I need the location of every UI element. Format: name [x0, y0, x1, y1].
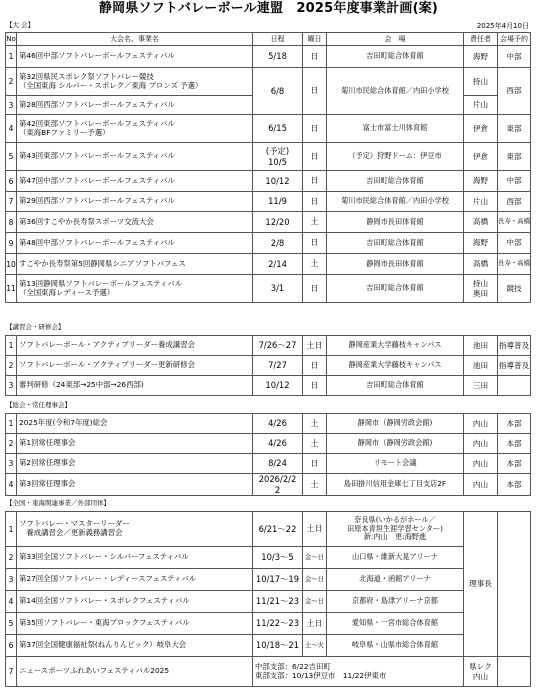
- row-no: 6: [6, 171, 17, 192]
- event-day: 日: [303, 233, 327, 254]
- event-person: 内山: [464, 414, 498, 434]
- event-venue: 静岡市長田体育館: [327, 254, 464, 275]
- event-person: 内山: [464, 454, 498, 474]
- event-venue: 静岡産業大学藤枝キャンパス: [327, 336, 464, 356]
- row-no: 2: [6, 547, 17, 569]
- event-day: 日: [303, 454, 327, 474]
- event-date: [253, 143, 303, 171]
- row-no: 8: [6, 212, 17, 233]
- section-label-taikai: 【大 会】: [6, 21, 35, 29]
- event-name: 第36回すこやか長寿祭スポーツ交流大会: [17, 212, 253, 233]
- event-date: 12/20: [253, 212, 303, 233]
- event-venue: 北海道・函館アリーナ: [327, 569, 464, 591]
- event-name: ニュースポーツふれあいフェスティバル2025: [17, 657, 253, 687]
- table-row: [6, 569, 531, 591]
- event-person: 高橋: [464, 254, 498, 275]
- event-name: [17, 512, 253, 547]
- event-venue: 菊川市民総合体育館／内田小学校: [327, 192, 464, 212]
- row-no: 2: [6, 356, 17, 376]
- event-detail-line: 東部支部：10/13伊豆市 11/22伊東市: [255, 670, 387, 680]
- event-date-line: (予定): [265, 146, 290, 157]
- event-date: 2/14: [253, 254, 303, 275]
- table-row: [6, 254, 531, 275]
- event-date-line: 2026/2/2: [258, 474, 297, 485]
- row-no: 11: [6, 275, 17, 303]
- table-row: [6, 635, 531, 657]
- event-name-line: （全国東海レディース予選）: [19, 287, 115, 297]
- row-no: 5: [6, 143, 17, 171]
- event-reserve: [498, 512, 531, 657]
- event-person-line: 県レク: [469, 662, 492, 672]
- section-label-koshu: 【講習会・研修会】: [6, 323, 65, 331]
- event-venue: [327, 512, 464, 547]
- event-name: 第35回ソフトバレー・東海ブロックフェスティバル: [17, 613, 253, 635]
- event-date: 6/15: [253, 115, 303, 143]
- event-date: 10/18～21: [253, 635, 303, 657]
- table-row: [6, 212, 531, 233]
- table-row: [6, 414, 531, 434]
- event-date: [253, 474, 303, 496]
- event-reserve: 長寿・高橋: [498, 212, 531, 233]
- event-detail-line: 中部支部：6/22吉田町: [255, 661, 331, 671]
- event-date: 8/24: [253, 454, 303, 474]
- table-row: [6, 171, 531, 192]
- event-name: 第43回東部ソフトバレーボールフェスティバル: [17, 143, 253, 171]
- event-name-line: （東海BFファミリー予選）: [19, 127, 110, 137]
- event-name: [17, 275, 253, 303]
- table-row: [6, 434, 531, 454]
- event-reserve: 中部: [498, 233, 531, 254]
- event-date: 3/1: [253, 275, 303, 303]
- header-day: 曜日: [303, 33, 327, 46]
- event-name: 2025年度(令和7年度)総会: [17, 414, 253, 434]
- event-name: 第46回中部ソフトバレーボールフェスティバル: [17, 46, 253, 68]
- event-person: 池田: [464, 336, 498, 356]
- event-venue: 吉田町総合体育館: [327, 376, 464, 396]
- header-name: 大会名、事業名: [17, 33, 253, 46]
- event-venue: 吉田町総合体育館: [327, 46, 464, 68]
- event-name: 第28回西部ソフトバレーボールフェスティバル: [17, 96, 253, 115]
- table-row: [6, 143, 531, 171]
- event-venue: 富士市富士川体育館: [327, 115, 464, 143]
- event-date-line: 10/5: [268, 156, 287, 167]
- table-row: [6, 547, 531, 569]
- event-reserve: 中部: [498, 46, 531, 68]
- row-no: 5: [6, 613, 17, 635]
- row-no: 4: [6, 115, 17, 143]
- event-person: 理事長: [464, 512, 498, 657]
- table-row: [6, 591, 531, 613]
- row-no: 3: [6, 96, 17, 115]
- table-row: [6, 192, 531, 212]
- event-day: 日: [303, 115, 327, 143]
- event-reserve: [498, 657, 531, 687]
- event-date: 7/26～27: [253, 336, 303, 356]
- table-row: [6, 68, 531, 96]
- event-reserve: 西部: [498, 192, 531, 212]
- event-person-line: 奥田: [472, 288, 489, 298]
- event-name: 第29回西部ソフトバレーボールフェスティバル: [17, 192, 253, 212]
- table-row: [6, 474, 531, 496]
- table-row: [6, 233, 531, 254]
- page-title: 静岡県ソフトバレーボール連盟 2025年度事業計画(案): [98, 1, 439, 16]
- document-date: 2025年4月10日: [476, 22, 529, 30]
- section-label-sokai: 【総会・常任理事会】: [6, 401, 71, 409]
- event-name: 第37回全国健康福祉祭(ねんりんピック）岐阜大会: [17, 635, 253, 657]
- event-day: 日: [303, 68, 327, 115]
- event-date: 7/27: [253, 356, 303, 376]
- event-day: 土: [303, 434, 327, 454]
- event-venue: 愛知県・一宮市総合体育館: [327, 613, 464, 635]
- row-no: 3: [6, 376, 17, 396]
- event-reserve: 東部: [498, 115, 531, 143]
- row-no: 2: [6, 434, 17, 454]
- header-no: No: [6, 33, 17, 46]
- table-row: [6, 356, 531, 376]
- event-name: 第47回中部ソフトバレーボールフェスティバル: [17, 171, 253, 192]
- event-date: 4/26: [253, 434, 303, 454]
- event-day: 日: [303, 192, 327, 212]
- event-name-line: 第13回静岡県ソフトバレーボールフェスティバル: [19, 278, 183, 288]
- row-no: 1: [6, 336, 17, 356]
- event-date: 6/8: [253, 68, 303, 115]
- event-person: [464, 275, 498, 303]
- event-person: 持山: [464, 68, 498, 96]
- event-detail: [253, 657, 464, 687]
- event-name-line: （全国東海 シルバー・スポレク／東海 ブロンズ 予選）: [19, 80, 203, 90]
- event-name: すこやか長寿祭第5回静岡県シニアソフトバフェス: [17, 254, 253, 275]
- event-date: 10/17～19: [253, 569, 303, 591]
- event-reserve: 指導普及: [498, 356, 531, 376]
- event-venue: 吉田町総合体育館: [327, 233, 464, 254]
- table-row: [6, 512, 531, 547]
- row-no: 6: [6, 635, 17, 657]
- row-no: 1: [6, 46, 17, 68]
- event-reserve: 本部: [498, 434, 531, 454]
- event-person: 片山: [464, 96, 498, 115]
- table-row: [6, 657, 531, 687]
- table-sokai: [5, 413, 531, 496]
- event-venue-line: 田原本青垣生涯学習センター): [347, 523, 443, 533]
- event-person: 内山: [464, 434, 498, 454]
- event-reserve: 長寿・高橋: [498, 254, 531, 275]
- event-day: 土日: [303, 336, 327, 356]
- table-row: [6, 376, 531, 396]
- event-day: 日: [303, 143, 327, 171]
- event-name: ソフトバレーボール・アクティブリーダー養成講習会: [17, 336, 253, 356]
- section-label-zenkoku: 【全国・東海関連事業／外部団体】: [6, 499, 110, 507]
- event-date-line: 2: [274, 484, 281, 495]
- row-no: 1: [6, 414, 17, 434]
- event-venue: 静岡市（静岡労政会館): [327, 434, 464, 454]
- table-row: [6, 336, 531, 356]
- event-day: 土: [303, 254, 327, 275]
- event-person: 伊倉: [464, 115, 498, 143]
- header-reserve: 会場予約: [498, 33, 531, 46]
- event-name: [17, 68, 253, 96]
- event-name: 第48回中部ソフトバレーボールフェスティバル: [17, 233, 253, 254]
- event-name: 第2回常任理事会: [17, 454, 253, 474]
- event-day: 金～日: [303, 547, 327, 569]
- event-name-line: 第42回東部ソフトバレーボールフェスティバル: [19, 118, 175, 128]
- event-name: ソフトバレーボール・アクティブリーダー更新研修会: [17, 356, 253, 376]
- event-day: 土: [303, 414, 327, 434]
- event-day: 日: [303, 356, 327, 376]
- event-venue: 京都府・島津アリーナ京都: [327, 591, 464, 613]
- event-name: 第14回全国ソフトバレー・スポレクフェスティバル: [17, 591, 253, 613]
- event-date: 4/26: [253, 414, 303, 434]
- row-no: 1: [6, 512, 17, 547]
- event-reserve: 指導普及: [498, 336, 531, 356]
- event-name-line: ソフトバレー・マスターリーダー: [19, 519, 130, 529]
- table-row: [6, 613, 531, 635]
- event-person-line: 持山: [472, 279, 489, 289]
- event-person: 海野: [464, 171, 498, 192]
- table-koshu: [5, 335, 531, 396]
- event-venue: 山口県・維新大晃アリーナ: [327, 547, 464, 569]
- event-reserve: [498, 376, 531, 396]
- event-day: 日: [303, 46, 327, 68]
- event-date: 10/12: [253, 171, 303, 192]
- event-date: 11/21～23: [253, 591, 303, 613]
- event-venue: 静岡市長田体育館: [327, 212, 464, 233]
- event-day: 金～日: [303, 569, 327, 591]
- table-header-row: [6, 33, 531, 46]
- event-date: 2/8: [253, 233, 303, 254]
- table-row: [6, 454, 531, 474]
- event-name: 第1回常任理事会: [17, 434, 253, 454]
- event-name: 審判研修（24東部→25中部→26西部): [17, 376, 253, 396]
- event-date: 10/3～5: [253, 547, 303, 569]
- event-venue-line: 奈良県(いかるがホール／: [354, 515, 436, 525]
- event-venue: 吉田町総合体育館: [327, 275, 464, 303]
- event-venue: 静岡産業大学藤枝キャンパス: [327, 356, 464, 376]
- event-reserve: 競技: [498, 275, 531, 303]
- event-day: 土日: [303, 613, 327, 635]
- event-name: 第33回全国ソフトバレー・シルバーフェスティバル: [17, 547, 253, 569]
- event-person: 池田: [464, 356, 498, 376]
- event-date: 10/12: [253, 376, 303, 396]
- event-venue: 岐阜県・山県市総合体育館: [327, 635, 464, 657]
- row-no: 10: [6, 254, 17, 275]
- event-venue-line: 新:内山 更:海野進: [363, 532, 427, 542]
- event-person: 高橋: [464, 212, 498, 233]
- event-name-line: 養成講習会／更新義務講習会: [19, 528, 123, 537]
- event-venue: 菊川市民総合体育館／内田小学校: [327, 68, 464, 115]
- event-day: 日: [303, 171, 327, 192]
- row-no: 2: [6, 68, 17, 96]
- row-no: 4: [6, 474, 17, 496]
- event-name: 第27回全国ソフトバレー・レディースフェスティバル: [17, 569, 253, 591]
- event-date: 11/22～23: [253, 613, 303, 635]
- row-no: 9: [6, 233, 17, 254]
- event-person-line: 内山: [472, 671, 489, 681]
- event-person: 伊倉: [464, 143, 498, 171]
- table-taikai: [5, 32, 531, 303]
- event-venue: リモート会議: [327, 454, 464, 474]
- table-zenkoku: [5, 511, 531, 687]
- event-date: 5/18: [253, 46, 303, 68]
- event-reserve: 本部: [498, 414, 531, 434]
- header-date: 日程: [253, 33, 303, 46]
- header-person: 責任者: [464, 33, 498, 46]
- row-no: 7: [6, 657, 17, 687]
- event-person: 内山: [464, 474, 498, 496]
- event-person: 海野: [464, 46, 498, 68]
- event-date: 6/21～22: [253, 512, 303, 547]
- event-person: 片山: [464, 192, 498, 212]
- event-day: 土: [303, 474, 327, 496]
- event-venue: 島田掛川信用金庫七丁目支店2F: [327, 474, 464, 496]
- row-no: 3: [6, 454, 17, 474]
- table-row: [6, 275, 531, 303]
- row-no: 3: [6, 569, 17, 591]
- event-venue: 吉田町総合体育館: [327, 171, 464, 192]
- event-venue: 静岡市（静岡労政会館): [327, 414, 464, 434]
- event-day: 日: [303, 275, 327, 303]
- event-name: 第3回常任理事会: [17, 474, 253, 496]
- event-day: 日: [303, 376, 327, 396]
- event-person: 海野: [464, 233, 498, 254]
- table-row: [6, 46, 531, 68]
- event-name-line: 第32回県民スポレク祭ソフトバレー競技: [19, 71, 154, 81]
- table-row: [6, 115, 531, 143]
- header-venue: 会 場: [327, 33, 464, 46]
- event-reserve: 西部: [498, 68, 531, 115]
- event-reserve: 中部: [498, 171, 531, 192]
- event-person: 三田: [464, 376, 498, 396]
- event-reserve: 東部: [498, 143, 531, 171]
- event-reserve: 本部: [498, 474, 531, 496]
- event-venue: （予定）狩野ドーム：伊豆市: [327, 143, 464, 171]
- row-no: 7: [6, 192, 17, 212]
- event-name: [17, 115, 253, 143]
- event-person: [464, 657, 498, 687]
- event-day: 土日: [303, 512, 327, 547]
- event-day: 土: [303, 212, 327, 233]
- event-day: 土～火: [303, 635, 327, 657]
- event-reserve: 本部: [498, 454, 531, 474]
- event-day: 金～日: [303, 591, 327, 613]
- event-date: 11/9: [253, 192, 303, 212]
- row-no: 4: [6, 591, 17, 613]
